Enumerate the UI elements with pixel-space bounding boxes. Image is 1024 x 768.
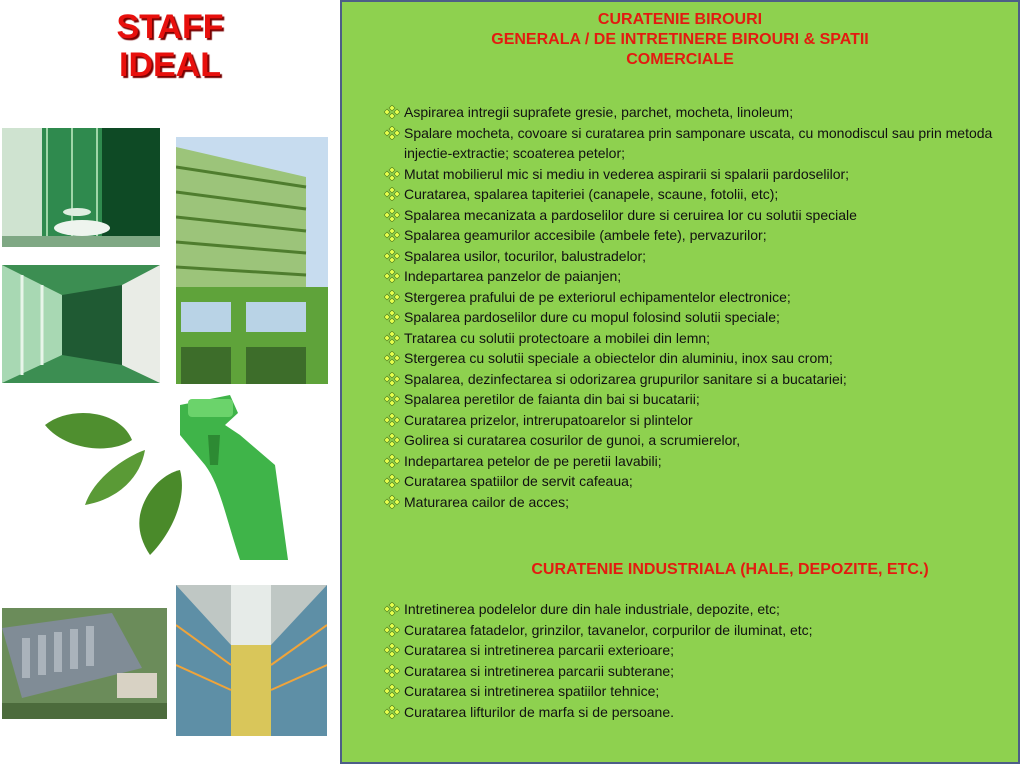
list-item: [380, 123, 1010, 164]
office-title-line-2: GENERALA / DE INTRETINERE BIROURI & SPATII: [491, 31, 869, 48]
list-item-text: Spalarea pardoselilor dure cu mopul folosind solutii speciale;: [404, 309, 780, 325]
warehouse-photo: [176, 585, 327, 736]
list-item-text: Indepartarea panzelor de paianjen;: [404, 268, 622, 284]
list-item: [380, 389, 1010, 410]
list-item: [380, 266, 1010, 287]
list-item-text: Golirea si curatarea cosurilor de gunoi, a scrumierelor,: [404, 432, 741, 448]
diamond-cluster-bullet-icon: [384, 351, 400, 365]
list-item: [380, 410, 1010, 431]
list-item-text: Spalarea, dezinfectarea si odorizarea grupurilor sanitare si a bucatariei;: [404, 370, 847, 387]
diamond-cluster-bullet-icon: [384, 105, 400, 119]
list-item-text: Spalarea usilor, tocurilor, balustradelor;: [404, 247, 647, 264]
diamond-cluster-bullet-icon: [384, 664, 400, 678]
list-item: [380, 471, 1010, 492]
diamond-cluster-bullet-icon: [384, 208, 400, 222]
diamond-cluster-bullet-icon: [384, 392, 400, 406]
diamond-cluster-bullet-icon: [384, 290, 400, 304]
list-item-text: Tratarea cu solutii protectoare a mobilei din lemn;: [404, 329, 711, 346]
diamond-cluster-bullet-icon: [384, 331, 400, 345]
diamond-cluster-bullet-icon: [384, 126, 400, 140]
diamond-cluster-bullet-icon: [384, 623, 400, 637]
green-building-photo: [176, 137, 328, 384]
list-item-text: Intretinerea podelelor dure din hale industriale, depozite, etc;: [404, 601, 780, 617]
list-item: [380, 348, 1010, 369]
industrial-section-title: [342, 560, 1018, 580]
diamond-cluster-bullet-icon: [384, 413, 400, 427]
diamond-cluster-bullet-icon: [384, 474, 400, 488]
office-services-list: [380, 102, 1010, 512]
list-item-text: Curatarea si intretinerea parcarii exterioare;: [404, 642, 675, 658]
diamond-cluster-bullet-icon: [384, 269, 400, 283]
industrial-services-list: [380, 599, 1010, 722]
list-item-text: Aspirarea intregii suprafete gresie, parchet, mocheta, linoleum;: [404, 104, 794, 120]
list-item-text: Curatarea prizelor, intrerupatoarelor si plintelor: [404, 411, 693, 428]
diamond-cluster-bullet-icon: [384, 705, 400, 719]
diamond-cluster-bullet-icon: [384, 167, 400, 181]
list-item: [380, 225, 1010, 246]
list-item-text: Curatarea lifturilor de marfa si de persoane.: [404, 703, 675, 720]
diamond-cluster-bullet-icon: [384, 602, 400, 616]
list-item-text: Spalarea geamurilor accesibile (ambele fete), pervazurilor;: [404, 227, 767, 243]
office-title-line-3: COMERCIALE: [626, 51, 734, 68]
aerial-industrial-photo: [2, 608, 167, 719]
list-item: [380, 287, 1010, 308]
diamond-cluster-bullet-icon: [384, 454, 400, 468]
office-interior-photo: [2, 128, 160, 247]
list-item-text: Curatarea spatiilor de servit cafeaua;: [404, 473, 633, 489]
list-item-text: Curatarea fatadelor, grinzilor, tavanelor, corpurilor de iluminat, etc;: [404, 621, 813, 638]
corridor-photo: [2, 265, 160, 383]
diamond-cluster-bullet-icon: [384, 372, 400, 386]
list-item: [380, 430, 1010, 451]
list-item-text: Curatarea si intretinerea spatiilor tehnice;: [404, 683, 660, 699]
list-item: [380, 620, 1010, 641]
diamond-cluster-bullet-icon: [384, 684, 400, 698]
list-item: [380, 164, 1010, 185]
list-item: [380, 599, 1010, 620]
diamond-cluster-bullet-icon: [384, 228, 400, 242]
diamond-cluster-bullet-icon: [384, 249, 400, 263]
office-title-line-1: CURATENIE BIROURI: [597, 11, 763, 28]
list-item: [380, 451, 1010, 472]
list-item: [380, 640, 1010, 661]
brand-line-1: STAFF: [116, 8, 224, 46]
list-item: [380, 205, 1010, 226]
list-item: [380, 184, 1010, 205]
diamond-cluster-bullet-icon: [384, 187, 400, 201]
list-item-text: Spalare mocheta, covoare si curatarea prin samponare uscata, cu monodiscul sau prin metoda injectie-extractie; scoaterea petelor;: [404, 124, 993, 161]
diamond-cluster-bullet-icon: [384, 643, 400, 657]
list-item-text: Mutat mobilierul mic si mediu in vederea aspirarii si spalarii pardoselilor;: [404, 165, 850, 182]
list-item: [380, 307, 1010, 328]
list-item-text: Spalarea mecanizata a pardoselilor dure si ceruirea lor cu solutii speciale: [404, 206, 857, 223]
diamond-cluster-bullet-icon: [384, 433, 400, 447]
office-section-title: [342, 10, 1018, 70]
list-item: [380, 246, 1010, 267]
list-item-text: Stergerea prafului de pe exteriorul echipamentelor electronice;: [404, 288, 791, 305]
list-item: [380, 492, 1010, 513]
list-item: [380, 661, 1010, 682]
industrial-title: CURATENIE INDUSTRIALA (HALE, DEPOZITE, ETC.): [531, 561, 929, 578]
list-item: [380, 702, 1010, 723]
list-item: [380, 369, 1010, 390]
spray-bottle-leaves-image: [40, 395, 290, 560]
list-item-text: Curatarea si intretinerea parcarii subterane;: [404, 662, 675, 679]
list-item-text: Maturarea cailor de acces;: [404, 493, 569, 510]
list-item: [380, 328, 1010, 349]
list-item: [380, 102, 1010, 123]
list-item-text: Stergerea cu solutii speciale a obiectelor din aluminiu, inox sau crom;: [404, 350, 833, 366]
list-item-text: Curatarea, spalarea tapiteriei (canapele, scaune, fotolii, etc);: [404, 186, 779, 202]
list-item-text: Indepartarea petelor de pe peretii lavabili;: [404, 452, 662, 469]
services-panel: [340, 0, 1020, 764]
diamond-cluster-bullet-icon: [384, 310, 400, 324]
brand-title: [60, 8, 280, 84]
list-item: [380, 681, 1010, 702]
brand-line-2: IDEAL: [119, 46, 221, 84]
list-item-text: Spalarea peretilor de faianta din bai si bucatarii;: [404, 391, 700, 407]
diamond-cluster-bullet-icon: [384, 495, 400, 509]
